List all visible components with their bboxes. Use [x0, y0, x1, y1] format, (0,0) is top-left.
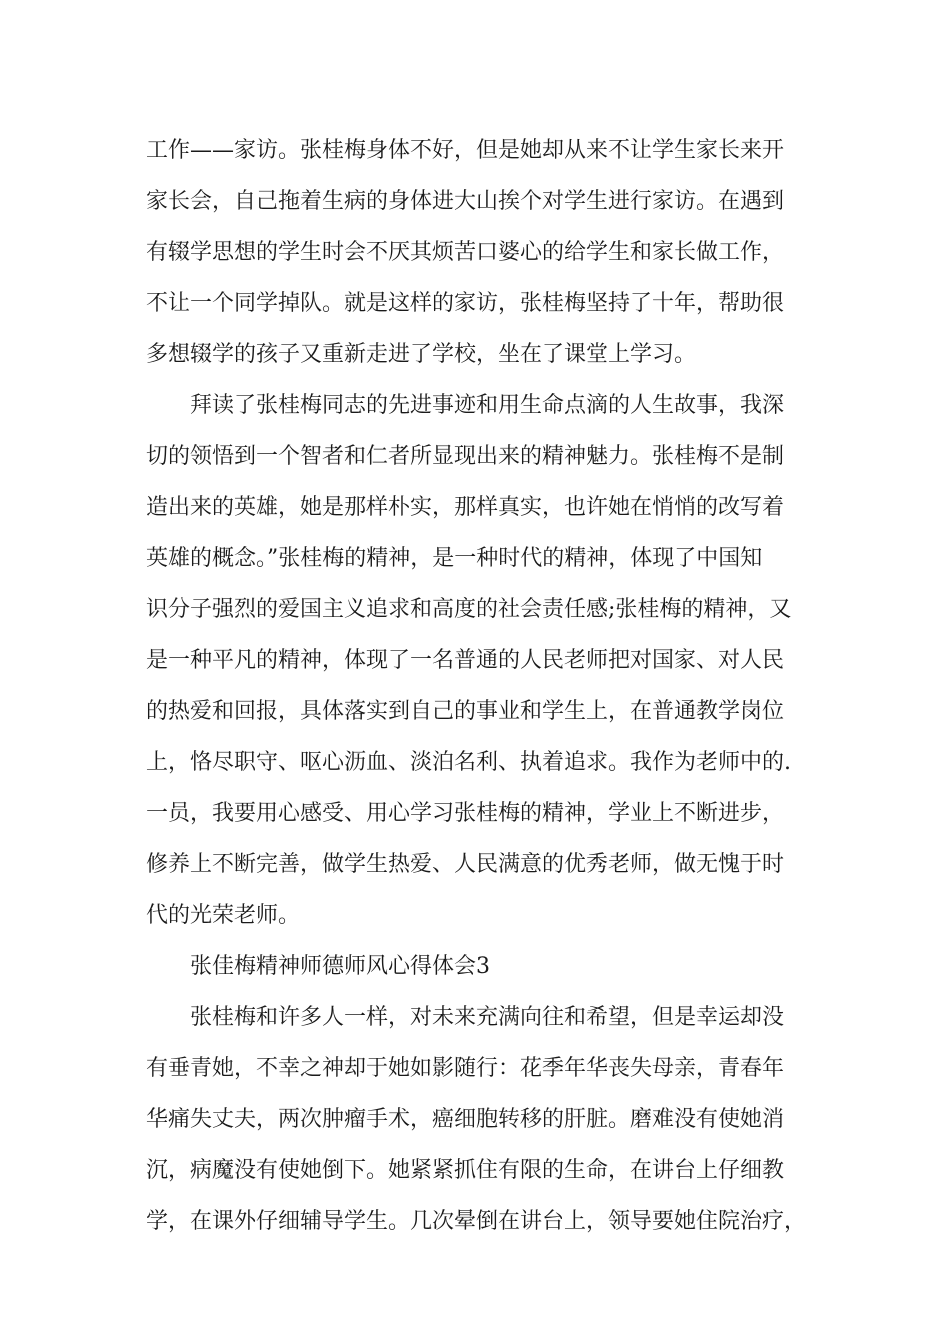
text-line: 沉，病魔没有使她倒下。她紧紧抓住有限的生命，在讲台上仔细教: [146, 1158, 785, 1183]
text-line: 识分子强烈的爱国主义追求和高度的社会责任感;张桂梅的精神，又: [146, 597, 792, 622]
text-line: 多想辍学的孩子又重新走进了学校，坐在了课堂上学习。: [146, 342, 697, 367]
text-line: 华痛失丈夫，两次肿瘤手术，癌细胞转移的肝脏。磨难没有使她消: [146, 1107, 785, 1132]
text-line: 切的领悟到一个智者和仁者所显现出来的精神魅力。张桂梅不是制: [146, 444, 785, 469]
text-line: 英雄的概念。”张桂梅的精神，是一种时代的精神，体现了中国知: [146, 546, 763, 571]
text-line: 有垂青她，不幸之神却于她如影随行：花季年华丧失母亲，青春年: [146, 1056, 785, 1081]
text-line: 是一种平凡的精神，体现了一名普通的人民老师把对国家、对人民: [146, 648, 785, 673]
text-line: 一员，我要用心感受、用心学习张桂梅的精神，学业上不断进步，: [146, 801, 785, 826]
text-line: 不让一个同学掉队。就是这样的家访，张桂梅坚持了十年，帮助很: [146, 291, 785, 316]
text-line: 造出来的英雄，她是那样朴实，那样真实，也许她在悄悄的改写着: [146, 495, 785, 520]
text-line: 修养上不断完善，做学生热爱、人民满意的优秀老师，做无愧于时: [146, 852, 785, 877]
document-body: [146, 125, 826, 1247]
section-heading: 张佳梅精神师德师风心得体会3: [190, 954, 490, 979]
text-line: 家长会，自己拖着生病的身体进大山挨个对学生进行家访。在遇到: [146, 189, 785, 214]
text-line: 的热爱和回报，具体落实到自己的事业和学生上，在普通教学岗位: [146, 699, 785, 724]
text-line: 工作——家访。张桂梅身体不好，但是她却从来不让学生家长来开: [146, 138, 785, 163]
text-line: 有辍学思想的学生时会不厌其烦苦口婆心的给学生和家长做工作，: [146, 240, 785, 265]
text-line: 上，恪尽职守、呕心沥血、淡泊名利、执着追求。我作为老师中的.: [146, 750, 791, 775]
text-line: 代的光荣老师。: [146, 903, 301, 928]
paragraph-start-line: 拜读了张桂梅同志的先进事迹和用生命点滴的人生故事，我深: [190, 393, 785, 418]
paragraph-start-line: 张桂梅和许多人一样，对未来充满向往和希望，但是幸运却没: [190, 1005, 785, 1030]
text-line: 学，在课外仔细辅导学生。几次晕倒在讲台上，领导要她住院治疗，: [146, 1209, 807, 1234]
